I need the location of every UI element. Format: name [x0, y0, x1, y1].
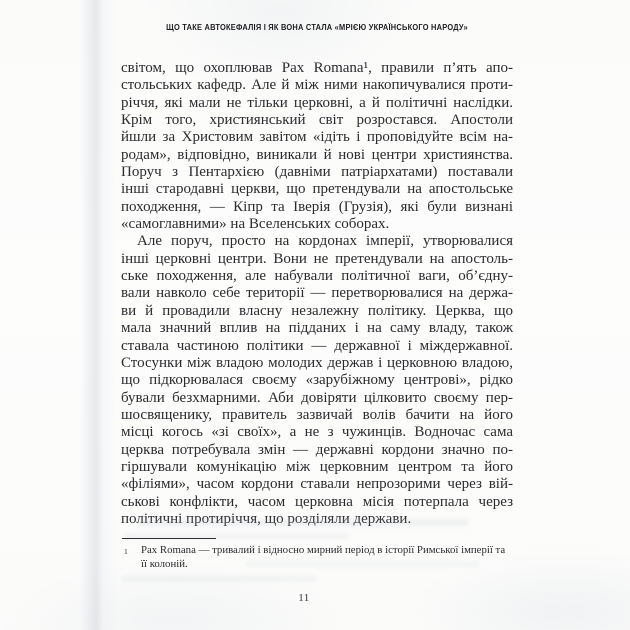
text-line: ви й провадили власну незалежну політику. Церква, що: [121, 302, 513, 319]
text-line: ставала частиною політики — державної і міждержавної.: [121, 337, 513, 354]
text-line: ське походження, але набували політичної ваги, об’єдну-: [121, 268, 513, 285]
page-edge-shadow: [80, 0, 118, 630]
page-number: 11: [298, 592, 310, 604]
text-line: інші стародавні церкви, що претендували на апостольське: [121, 181, 513, 198]
text-line: Але поруч, просто на кордонах імперії, утворювалися: [137, 233, 513, 250]
text-line: мала значний вплив на підданих і на саму владу, також: [121, 320, 513, 337]
text-line: стольських кафедр. Але й між ними накопичувалися проти-: [121, 77, 513, 94]
text-line: політичні протиріччя, що розділяли держави.: [121, 510, 412, 527]
text-line: Крім того, християнський світ розростався. Апостоли: [121, 112, 513, 129]
text-line: бували безхмарними. Аби довіряти цілковито своєму пер-: [121, 389, 513, 406]
show-through-ghosting: [122, 576, 317, 582]
text-line: гіршували комунікацію між церковним центром та його: [121, 458, 513, 475]
footnote-marker: 1: [124, 547, 128, 556]
running-header: ЩО ТАКЕ АВТОКЕФАЛІЯ І ЯК ВОНА СТАЛА «МРІЄЮ УКРАЇНСЬКОГО НАРОДУ»: [166, 23, 468, 32]
text-line: йшли за Христовим завітом «ідіть і проповідуйте всім на-: [121, 129, 513, 146]
text-line: місці когось «зі своїх», а не з чужинців. Водночас сама: [121, 424, 513, 441]
footnote-line: Pax Romana — тривалий і відносно мирний період в історії Римської імперії та: [141, 544, 506, 556]
text-line: що підкорювалася своєму «зарубіжному центрові», рідко: [121, 372, 513, 389]
text-line: інші церковні центри. Вони не претендували на апостоль-: [121, 250, 513, 267]
footnote: [121, 538, 513, 571]
body-text: [121, 60, 513, 528]
text-line: вали навколо себе території — перетворювалися на держа-: [121, 285, 513, 302]
text-line: річчя, які мали не тільки церковні, а й політичні наслідки.: [121, 94, 513, 111]
footnote-rule: [122, 538, 216, 539]
footnote-line: її колоній.: [141, 557, 188, 570]
text-line: церква потребувала змін — державні кордони значно по-: [121, 441, 513, 458]
text-line: шосвященику, правитель зазвичай волів бачити на його: [121, 406, 513, 423]
text-line: походження, — Кіпр та Іверія (Грузія), які були визнані: [121, 198, 513, 215]
text-line: «філіями», часом кордони ставали непрозорими через вій-: [121, 476, 513, 493]
text-line: ськові конфлікти, часом церковна місія потерпала через: [121, 493, 513, 510]
text-line: родам», відповідно, виникали й нові центри християнства.: [121, 146, 513, 163]
footnote-text: [141, 544, 513, 571]
text-line: Стосунки між владою молодих держав і церковною владою,: [121, 354, 513, 371]
text-line: світом, що охоплював Pax Romana¹, правили п’ять апо-: [121, 60, 513, 76]
text-line: Поруч з Пентархією (давніми патріархатами) поставали: [121, 164, 513, 181]
text-line: «самоглавними» на Вселенських соборах.: [121, 216, 390, 233]
